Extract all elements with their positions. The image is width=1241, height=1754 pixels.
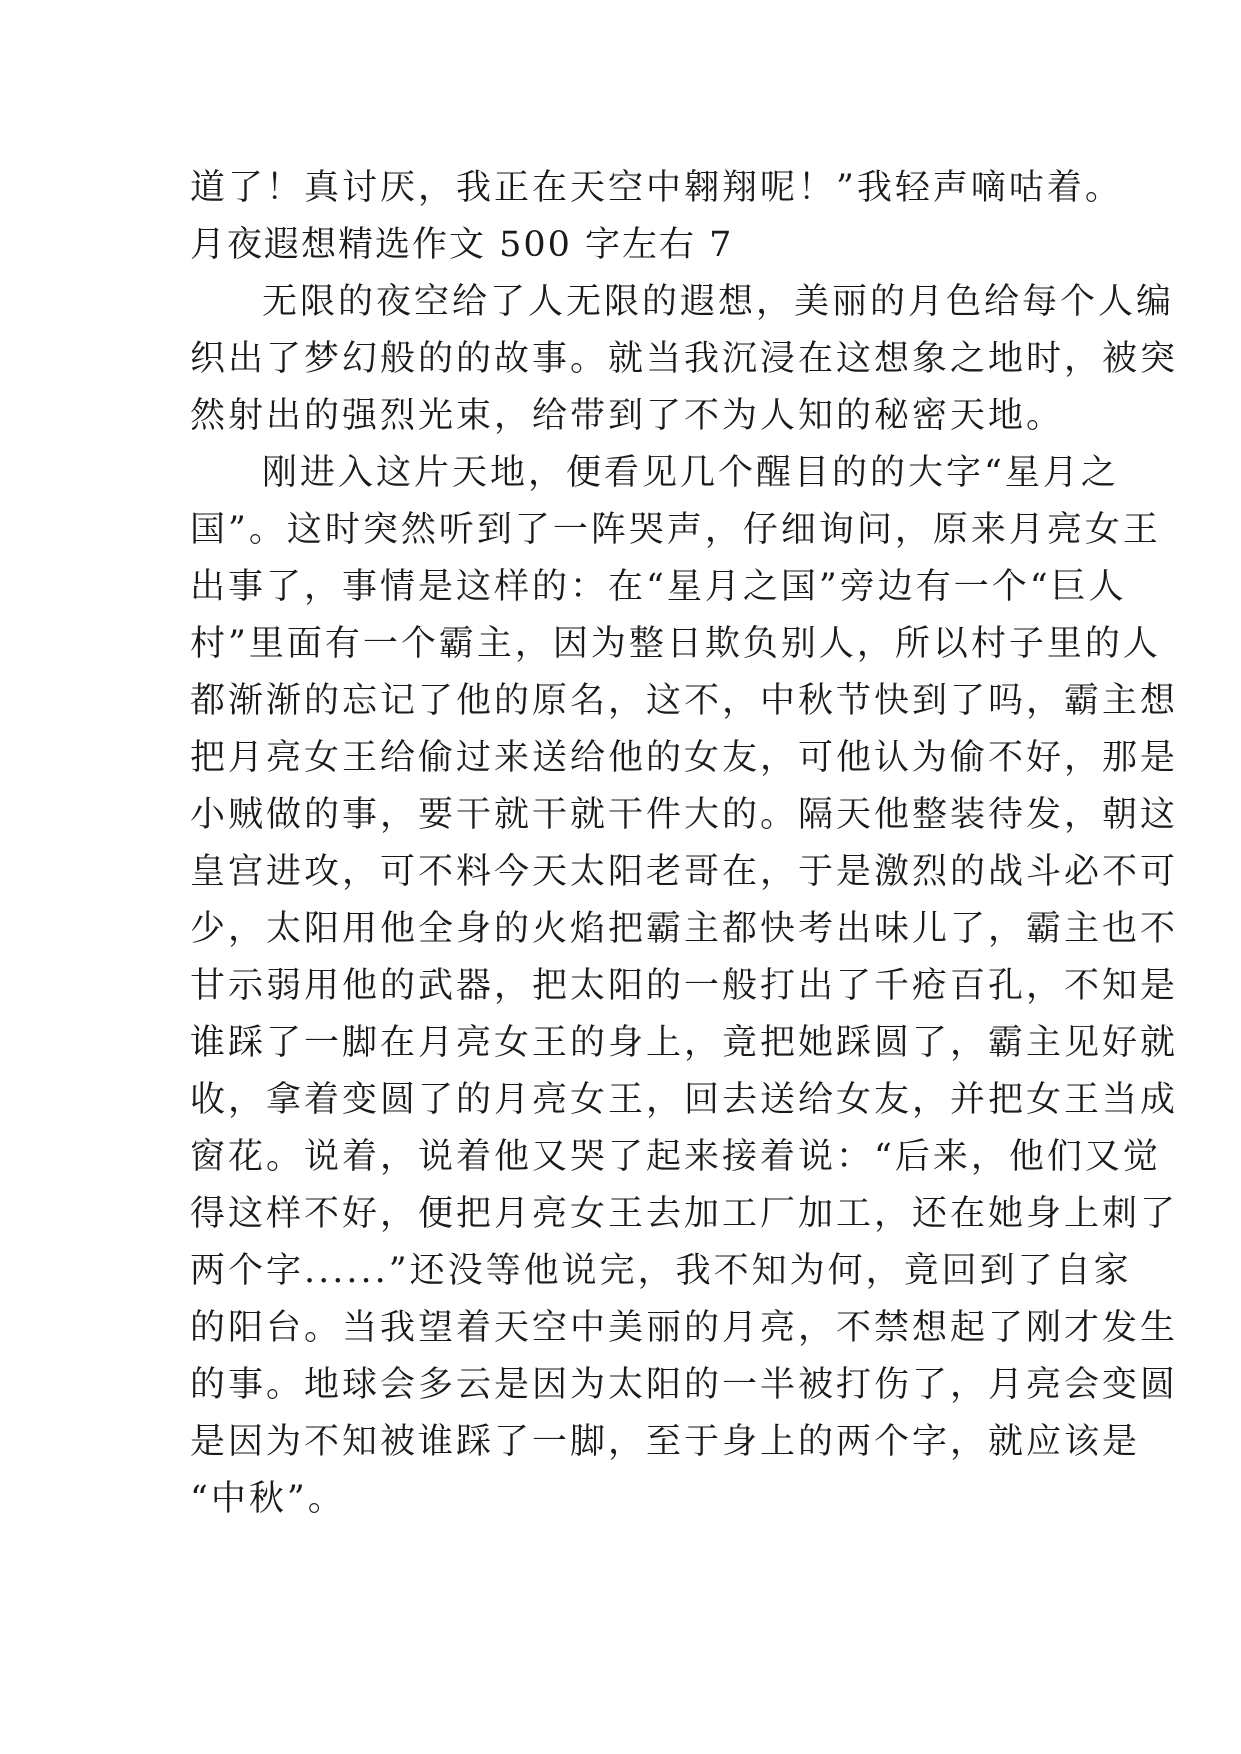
paragraph-line: 窗花。说着，说着他又哭了起来接着说：“后来，他们又觉 xyxy=(190,1137,1161,1177)
document-body xyxy=(190,160,1179,1528)
paragraph-line: 甘示弱用他的武器，把太阳的一般打出了千疮百孔，不知是 xyxy=(190,966,1179,1006)
paragraph-line: 村”里面有一个霸主，因为整日欺负别人，所以村子里的人 xyxy=(190,624,1161,664)
paragraph-line: 收，拿着变圆了的月亮女王，回去送给女友，并把女王当成 xyxy=(190,1080,1179,1120)
paragraph-line: 是因为不知被谁踩了一脚，至于身上的两个字，就应该是 xyxy=(190,1422,1141,1462)
paragraph-line: 两个字......”还没等他说完，我不知为何，竟回到了自家 xyxy=(190,1251,1132,1291)
paragraph-line: 的阳台。当我望着天空中美丽的月亮，不禁想起了刚才发生 xyxy=(190,1308,1179,1348)
paragraph-line: 少，太阳用他全身的火焰把霸主都快考出味儿了，霸主也不 xyxy=(190,909,1179,949)
paragraph-line: 皇宫进攻，可不料今天太阳老哥在，于是激烈的战斗必不可 xyxy=(190,852,1179,892)
paragraph-line: 得这样不好，便把月亮女王去加工厂加工，还在她身上刺了 xyxy=(190,1194,1179,1234)
paragraph-line: 谁踩了一脚在月亮女王的身上，竟把她踩圆了，霸主见好就 xyxy=(190,1023,1179,1063)
paragraph-line: 把月亮女王给偷过来送给他的女友，可他认为偷不好，那是 xyxy=(190,738,1179,778)
paragraph-1 xyxy=(190,274,1179,445)
continuation-line: 道了！真讨厌，我正在天空中翱翔呢！”我轻声嘀咕着。 xyxy=(190,168,1123,208)
paragraph-line: “中秋”。 xyxy=(190,1479,346,1519)
paragraph-line: 都渐渐的忘记了他的原名，这不，中秋节快到了吗，霸主想 xyxy=(190,681,1179,721)
paragraph-line: 的事。地球会多云是因为太阳的一半被打伤了，月亮会变圆 xyxy=(190,1365,1179,1405)
paragraph-line: 无限的夜空给了人无限的遐想，美丽的月色给每个人编 xyxy=(262,282,1175,322)
section-title: 月夜遐想精选作文 500 字左右 7 xyxy=(190,225,734,265)
paragraph-line: 国”。这时突然听到了一阵哭声，仔细询问，原来月亮女王 xyxy=(190,510,1161,550)
paragraph-line: 刚进入这片天地，便看见几个醒目的的大字“星月之 xyxy=(262,453,1119,493)
paragraph-line: 出事了，事情是这样的：在“星月之国”旁边有一个“巨人 xyxy=(190,567,1127,607)
paragraph-2 xyxy=(190,445,1179,1528)
paragraph-line: 织出了梦幻般的的故事。就当我沉浸在这想象之地时，被突 xyxy=(190,339,1179,379)
paragraph-line: 小贼做的事，要干就干就干件大的。隔天他整装待发，朝这 xyxy=(190,795,1179,835)
paragraph-line: 然射出的强烈光束，给带到了不为人知的秘密天地。 xyxy=(190,396,1065,436)
